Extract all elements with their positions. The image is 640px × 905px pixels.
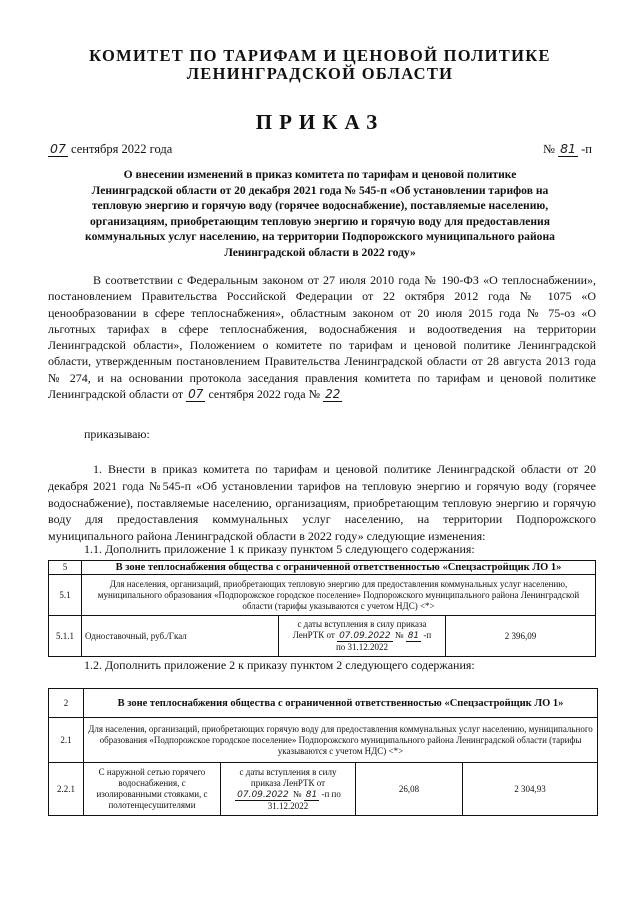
document-date (48, 141, 172, 157)
tariff-period (221, 763, 356, 816)
tariff-name: С наружной сетью горячего водоснабжения, с изолированными стояками, с полотенцесушителями (84, 763, 221, 816)
row-number: 2 (49, 689, 84, 718)
tariff-value: 2 396,09 (446, 616, 596, 657)
subject-line: коммунальных услуг населению, на территории Подпорожского муниципального района (85, 230, 555, 244)
tariff-value-1: 26,08 (356, 763, 463, 816)
order-word: приказываю: (84, 427, 150, 441)
row-number: 2.1 (49, 718, 84, 763)
row-number: 5 (49, 561, 82, 575)
number-suffix: -п (578, 142, 592, 156)
period-number-handwritten: 81 (305, 789, 318, 800)
table-row (49, 561, 596, 575)
zone-heading: В зоне теплоснабжения общества с ограниченной ответственностью «Спецзастройщик ЛО 1» (84, 689, 598, 718)
consumer-description: Для населения, организаций, приобретающих горячую воду для предоставления коммунальных услуг населению, муниципального образования «Подпорожское городское поселение» Подпорожского муниципального района Ленинградской области (тарифы указываются с учетом НДС) <*> (84, 718, 598, 763)
period-end: по 31.12.2022 (335, 642, 389, 652)
consumer-description: Для населения, организаций, приобретающих тепловую энергию для предоставления коммунальных услуг населению, муниципального образования «Подпорожское городское поселение» Подпорожского муниципального района Ленинградской области (тарифы указываются с учетом НДС) <*> (82, 575, 596, 616)
clause-1-2: 1.2. Дополнить приложение 2 к приказу пунктом 2 следующего содержания: (84, 658, 475, 672)
period-text: ЛенРТК от (292, 630, 338, 640)
table-row (49, 689, 598, 718)
table-row (49, 575, 596, 616)
period-text: с даты вступления в силу приказа (297, 619, 427, 629)
preamble-text: В соответствии с Федеральным законом от 27 июля 2010 года № 190-ФЗ «О теплоснабжении», постановлением Правительства Российской Федерации от 22 октября 2012 года № 1075 «О ценообразовании в сфере теплоснабжения», областным законом от 20 июля 2015 года № 75-оз «О льготных тарифах в сфере теплоснабжения, водоснабжения и водоотведения на территории Ленинградской области», Положением о комитете по тарифам и ценовой политике Ленинградской области, утвержденным постановлением Правительства Ленинградской области от 28 августа 2013 года № 274, и на основании протокола заседания правления комитета по тарифам и ценовой политике Ленинградской области от (48, 273, 596, 402)
subject-line: тепловую энергию и горячую воду (горячее водоснабжение), поставляемые населению, (91, 199, 549, 213)
protocol-number-handwritten: 22 (325, 387, 341, 402)
document-subject (48, 167, 592, 261)
row-number: 2.2.1 (49, 763, 84, 816)
table-row (49, 616, 596, 657)
table-row (49, 718, 598, 763)
tariff-table-1 (48, 560, 596, 657)
preamble-text-after: сентября 2022 года № (205, 387, 324, 402)
subject-line: О внесении изменений в приказ комитета по тарифам и ценовой политике (123, 168, 517, 181)
tariff-period (279, 616, 446, 657)
clause-1-1: 1.1. Дополнить приложение 1 к приказу пунктом 5 следующего содержания: (84, 542, 475, 556)
period-end: 31.12.2022 (267, 800, 309, 811)
document-number (543, 141, 592, 157)
tariff-name: Одноставочный, руб./Гкал (82, 616, 279, 657)
protocol-day-handwritten: 07 (188, 387, 204, 402)
period-date-handwritten: 07.09.2022 (237, 789, 289, 800)
number-handwritten: 81 (560, 141, 577, 156)
date-day-handwritten: 07 (50, 141, 66, 156)
preamble-paragraph (48, 272, 596, 402)
org-name-line1: КОМИТЕТ ПО ТАРИФАМ И ЦЕНОВОЙ ПОЛИТИКЕ (89, 46, 551, 65)
subject-line: Ленинградской области от 20 декабря 2021 года № 545-п «Об установлении тарифов на (91, 183, 549, 197)
row-number: 5.1.1 (49, 616, 82, 657)
org-name-line2: ЛЕНИНГРАДСКОЙ ОБЛАСТИ (186, 64, 454, 83)
tariff-table-2 (48, 688, 598, 816)
subject-line: организациям, приобретающим тепловую энергию и горячую воду для предоставления (89, 214, 550, 228)
period-text: с даты вступления в силу приказа ЛенРТК от (239, 766, 337, 788)
period-text: -п (421, 630, 432, 640)
period-text: -п по (319, 788, 341, 799)
number-prefix: № (543, 142, 559, 156)
zone-heading: В зоне теплоснабжения общества с ограниченной ответственностью «Спецзастройщик ЛО 1» (82, 561, 596, 575)
period-order-ref (224, 789, 352, 801)
clause-1: 1. Внести в приказ комитета по тарифам и ценовой политике Ленинградской области от 20 декабря 2021 года №545-п «Об установлении тарифов на тепловую энергию и горячую воду (горячее водоснабжение), поставляемые населению, организациям, приобретающим тепловую энергию и горячую воду для предоставления коммунальных услуг населению, на территории Подпорожского муниципального района Ленинградской области в 2022 году» следующие изменения: (48, 462, 596, 544)
row-number: 5.1 (49, 575, 82, 616)
period-date-handwritten: 07.09.2022 (339, 631, 391, 641)
date-rest: сентября 2022 года (67, 142, 173, 156)
period-text: № (290, 788, 304, 799)
period-number-handwritten: 81 (407, 631, 420, 641)
subject-line: Ленинградской области в 2022 году» (224, 245, 416, 259)
document-title: ПРИКАЗ (255, 110, 385, 134)
period-order-ref (282, 630, 442, 642)
tariff-value-2: 2 304,93 (463, 763, 598, 816)
table-row (49, 763, 598, 816)
period-text: № (392, 630, 406, 640)
